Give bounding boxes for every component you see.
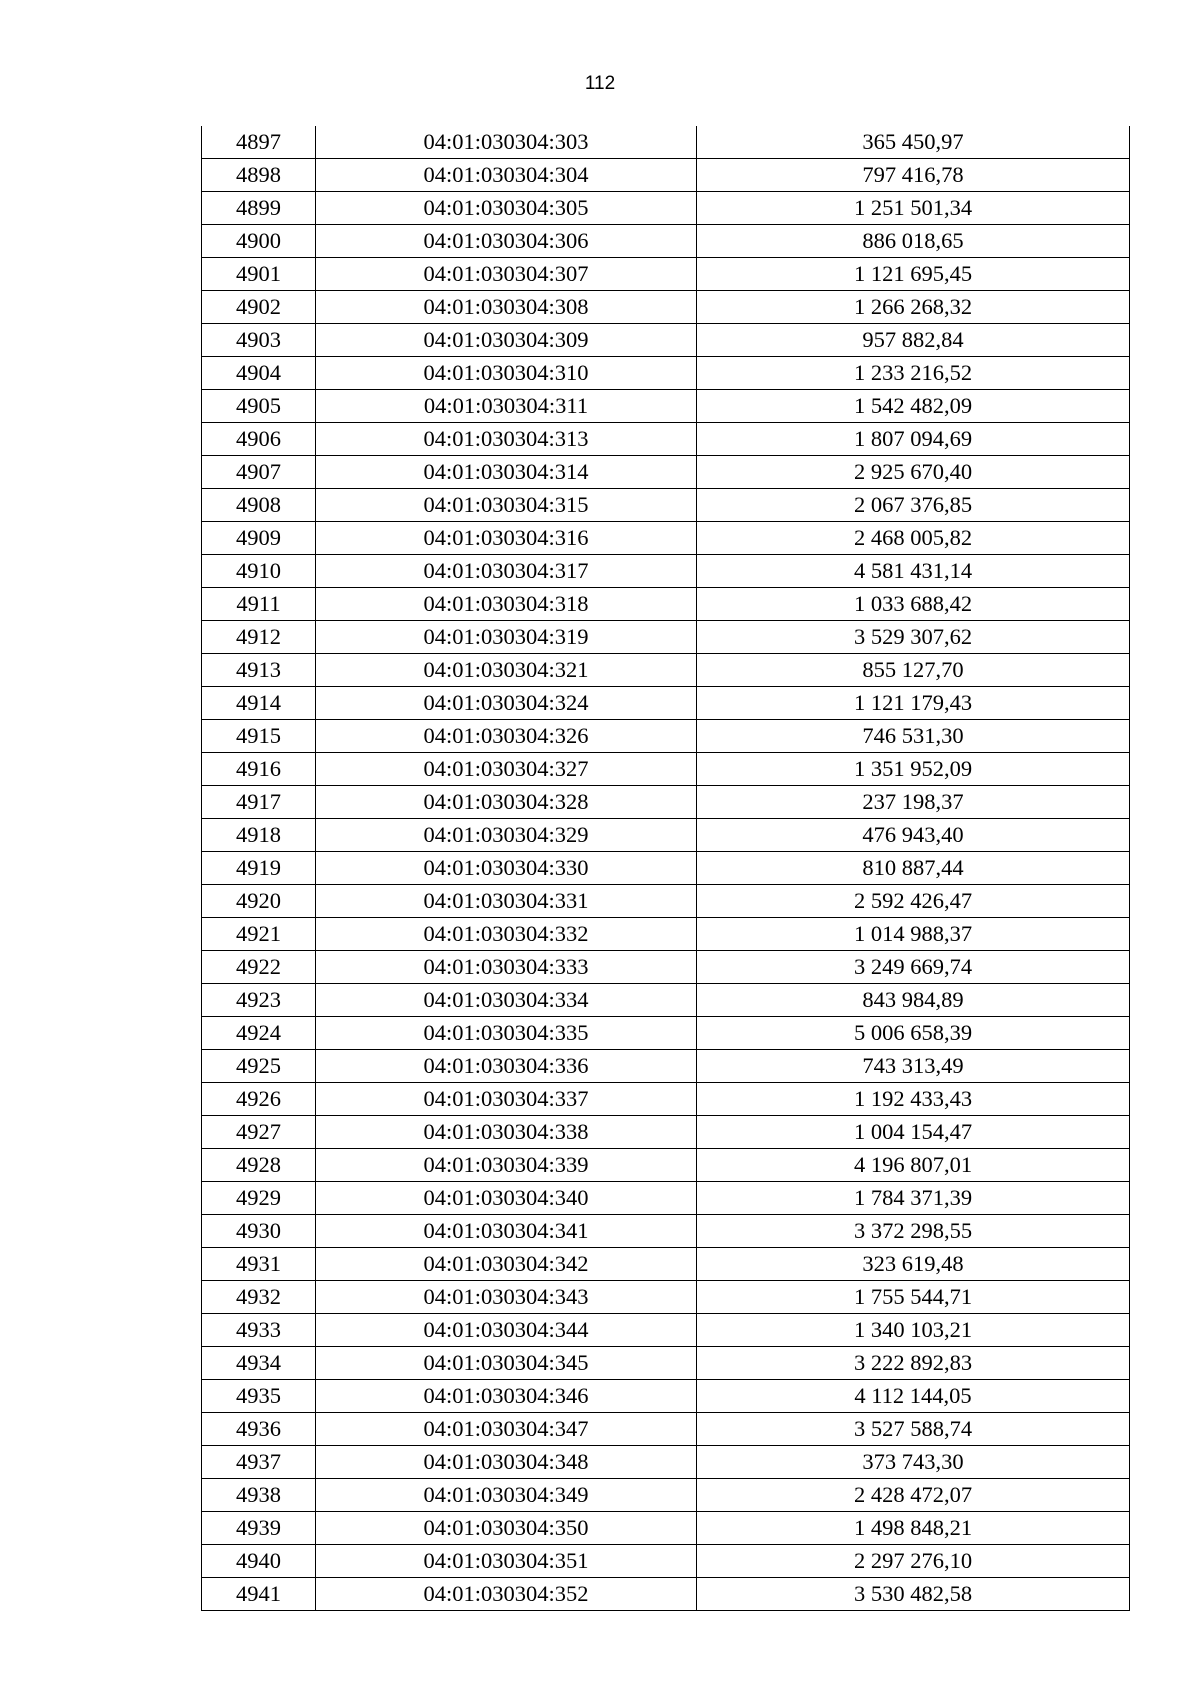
cadastral-value-cell: 1 807 094,69 (697, 423, 1130, 456)
table-row (202, 1578, 1130, 1611)
table-row (202, 1479, 1130, 1512)
cadastral-value-cell: 1 233 216,52 (697, 357, 1130, 390)
cadastral-value-cell: 2 297 276,10 (697, 1545, 1130, 1578)
cadastral-number-cell: 04:01:030304:313 (316, 423, 697, 456)
cadastral-value-cell: 1 121 695,45 (697, 258, 1130, 291)
table-row (202, 1017, 1130, 1050)
table-row (202, 555, 1130, 588)
cadastral-number-cell: 04:01:030304:345 (316, 1347, 697, 1380)
row-number-cell: 4935 (202, 1380, 316, 1413)
cadastral-number-cell: 04:01:030304:348 (316, 1446, 697, 1479)
row-number-cell: 4924 (202, 1017, 316, 1050)
cadastral-value-cell: 957 882,84 (697, 324, 1130, 357)
cadastral-value-cell: 3 527 588,74 (697, 1413, 1130, 1446)
row-number-cell: 4941 (202, 1578, 316, 1611)
cadastral-number-cell: 04:01:030304:336 (316, 1050, 697, 1083)
cadastral-number-cell: 04:01:030304:337 (316, 1083, 697, 1116)
row-number-cell: 4898 (202, 159, 316, 192)
cadastral-value-cell: 1 755 544,71 (697, 1281, 1130, 1314)
row-number-cell: 4922 (202, 951, 316, 984)
row-number-cell: 4921 (202, 918, 316, 951)
cadastral-number-cell: 04:01:030304:315 (316, 489, 697, 522)
table-row (202, 819, 1130, 852)
row-number-cell: 4900 (202, 225, 316, 258)
cadastral-value-cell: 1 121 179,43 (697, 687, 1130, 720)
table-row (202, 1248, 1130, 1281)
cadastral-value-cell: 1 004 154,47 (697, 1116, 1130, 1149)
table-row (202, 456, 1130, 489)
row-number-cell: 4903 (202, 324, 316, 357)
cadastral-number-cell: 04:01:030304:350 (316, 1512, 697, 1545)
row-number-cell: 4901 (202, 258, 316, 291)
cadastral-number-cell: 04:01:030304:319 (316, 621, 697, 654)
row-number-cell: 4905 (202, 390, 316, 423)
table-row (202, 225, 1130, 258)
cadastral-value-cell: 743 313,49 (697, 1050, 1130, 1083)
cadastral-value-cell: 476 943,40 (697, 819, 1130, 852)
row-number-cell: 4910 (202, 555, 316, 588)
table-body (202, 126, 1130, 1611)
cadastral-value-cell: 855 127,70 (697, 654, 1130, 687)
table-row (202, 159, 1130, 192)
cadastral-value-cell: 1 542 482,09 (697, 390, 1130, 423)
row-number-cell: 4904 (202, 357, 316, 390)
row-number-cell: 4938 (202, 1479, 316, 1512)
table-row (202, 720, 1130, 753)
table-row (202, 984, 1130, 1017)
cadastral-number-cell: 04:01:030304:305 (316, 192, 697, 225)
cadastral-number-cell: 04:01:030304:333 (316, 951, 697, 984)
row-number-cell: 4930 (202, 1215, 316, 1248)
table-row (202, 1545, 1130, 1578)
table-row (202, 1050, 1130, 1083)
cadastral-number-cell: 04:01:030304:311 (316, 390, 697, 423)
cadastral-number-cell: 04:01:030304:331 (316, 885, 697, 918)
page-number: 112 (584, 73, 616, 94)
table-row (202, 324, 1130, 357)
cadastral-value-cell: 2 592 426,47 (697, 885, 1130, 918)
cadastral-value-cell: 2 428 472,07 (697, 1479, 1130, 1512)
cadastral-value-cell: 2 468 005,82 (697, 522, 1130, 555)
cadastral-value-cell: 1 784 371,39 (697, 1182, 1130, 1215)
row-number-cell: 4928 (202, 1149, 316, 1182)
row-number-cell: 4929 (202, 1182, 316, 1215)
row-number-cell: 4912 (202, 621, 316, 654)
table-row (202, 621, 1130, 654)
cadastral-number-cell: 04:01:030304:304 (316, 159, 697, 192)
cadastral-number-cell: 04:01:030304:332 (316, 918, 697, 951)
cadastral-number-cell: 04:01:030304:347 (316, 1413, 697, 1446)
row-number-cell: 4920 (202, 885, 316, 918)
table-row (202, 1281, 1130, 1314)
cadastral-number-cell: 04:01:030304:351 (316, 1545, 697, 1578)
row-number-cell: 4931 (202, 1248, 316, 1281)
row-number-cell: 4907 (202, 456, 316, 489)
table-row (202, 951, 1130, 984)
table-row (202, 1083, 1130, 1116)
table-row (202, 489, 1130, 522)
row-number-cell: 4913 (202, 654, 316, 687)
cadastral-number-cell: 04:01:030304:346 (316, 1380, 697, 1413)
cadastral-number-cell: 04:01:030304:352 (316, 1578, 697, 1611)
table-row (202, 753, 1130, 786)
row-number-cell: 4918 (202, 819, 316, 852)
cadastral-value-table (201, 126, 1130, 1611)
table-row (202, 1347, 1130, 1380)
cadastral-number-cell: 04:01:030304:324 (316, 687, 697, 720)
cadastral-value-cell: 886 018,65 (697, 225, 1130, 258)
cadastral-value-cell: 1 014 988,37 (697, 918, 1130, 951)
row-number-cell: 4937 (202, 1446, 316, 1479)
row-number-cell: 4934 (202, 1347, 316, 1380)
cadastral-number-cell: 04:01:030304:330 (316, 852, 697, 885)
table-row (202, 291, 1130, 324)
cadastral-number-cell: 04:01:030304:316 (316, 522, 697, 555)
cadastral-number-cell: 04:01:030304:341 (316, 1215, 697, 1248)
table-row (202, 1149, 1130, 1182)
cadastral-value-cell: 3 530 482,58 (697, 1578, 1130, 1611)
cadastral-value-cell: 3 529 307,62 (697, 621, 1130, 654)
table-row (202, 1413, 1130, 1446)
table-row (202, 258, 1130, 291)
row-number-cell: 4917 (202, 786, 316, 819)
cadastral-number-cell: 04:01:030304:309 (316, 324, 697, 357)
cadastral-number-cell: 04:01:030304:328 (316, 786, 697, 819)
cadastral-value-cell: 373 743,30 (697, 1446, 1130, 1479)
cadastral-number-cell: 04:01:030304:321 (316, 654, 697, 687)
cadastral-value-cell: 810 887,44 (697, 852, 1130, 885)
table-row (202, 1446, 1130, 1479)
cadastral-value-cell: 3 222 892,83 (697, 1347, 1130, 1380)
table-row (202, 1215, 1130, 1248)
table-row (202, 918, 1130, 951)
row-number-cell: 4939 (202, 1512, 316, 1545)
cadastral-number-cell: 04:01:030304:339 (316, 1149, 697, 1182)
row-number-cell: 4897 (202, 126, 316, 159)
cadastral-value-cell: 1 351 952,09 (697, 753, 1130, 786)
cadastral-value-cell: 4 112 144,05 (697, 1380, 1130, 1413)
row-number-cell: 4899 (202, 192, 316, 225)
row-number-cell: 4936 (202, 1413, 316, 1446)
cadastral-value-cell: 746 531,30 (697, 720, 1130, 753)
cadastral-number-cell: 04:01:030304:318 (316, 588, 697, 621)
table-row (202, 786, 1130, 819)
cadastral-value-cell: 323 619,48 (697, 1248, 1130, 1281)
table-row (202, 852, 1130, 885)
cadastral-value-cell: 1 192 433,43 (697, 1083, 1130, 1116)
cadastral-number-cell: 04:01:030304:349 (316, 1479, 697, 1512)
row-number-cell: 4915 (202, 720, 316, 753)
cadastral-value-cell: 2 067 376,85 (697, 489, 1130, 522)
cadastral-number-cell: 04:01:030304:310 (316, 357, 697, 390)
row-number-cell: 4932 (202, 1281, 316, 1314)
row-number-cell: 4914 (202, 687, 316, 720)
cadastral-number-cell: 04:01:030304:327 (316, 753, 697, 786)
cadastral-number-cell: 04:01:030304:317 (316, 555, 697, 588)
table-row (202, 423, 1130, 456)
cadastral-value-cell: 3 372 298,55 (697, 1215, 1130, 1248)
row-number-cell: 4908 (202, 489, 316, 522)
table-row (202, 885, 1130, 918)
row-number-cell: 4925 (202, 1050, 316, 1083)
table-row (202, 390, 1130, 423)
cadastral-number-cell: 04:01:030304:342 (316, 1248, 697, 1281)
row-number-cell: 4923 (202, 984, 316, 1017)
cadastral-value-cell: 1 266 268,32 (697, 291, 1130, 324)
table-row (202, 357, 1130, 390)
cadastral-number-cell: 04:01:030304:306 (316, 225, 697, 258)
row-number-cell: 4906 (202, 423, 316, 456)
table-row (202, 654, 1130, 687)
cadastral-number-cell: 04:01:030304:303 (316, 126, 697, 159)
table-row (202, 687, 1130, 720)
row-number-cell: 4933 (202, 1314, 316, 1347)
table-row (202, 1116, 1130, 1149)
cadastral-number-cell: 04:01:030304:344 (316, 1314, 697, 1347)
cadastral-value-cell: 1 498 848,21 (697, 1512, 1130, 1545)
cadastral-value-cell: 1 251 501,34 (697, 192, 1130, 225)
row-number-cell: 4911 (202, 588, 316, 621)
row-number-cell: 4927 (202, 1116, 316, 1149)
row-number-cell: 4902 (202, 291, 316, 324)
table-row (202, 192, 1130, 225)
table-row (202, 1380, 1130, 1413)
cadastral-value-cell: 4 196 807,01 (697, 1149, 1130, 1182)
cadastral-number-cell: 04:01:030304:308 (316, 291, 697, 324)
cadastral-number-cell: 04:01:030304:326 (316, 720, 697, 753)
cadastral-value-cell: 5 006 658,39 (697, 1017, 1130, 1050)
cadastral-value-cell: 237 198,37 (697, 786, 1130, 819)
cadastral-number-cell: 04:01:030304:307 (316, 258, 697, 291)
cadastral-value-cell: 2 925 670,40 (697, 456, 1130, 489)
cadastral-number-cell: 04:01:030304:314 (316, 456, 697, 489)
cadastral-value-cell: 3 249 669,74 (697, 951, 1130, 984)
cadastral-number-cell: 04:01:030304:334 (316, 984, 697, 1017)
row-number-cell: 4916 (202, 753, 316, 786)
row-number-cell: 4909 (202, 522, 316, 555)
cadastral-value-cell: 843 984,89 (697, 984, 1130, 1017)
cadastral-value-cell: 4 581 431,14 (697, 555, 1130, 588)
table-row (202, 126, 1130, 159)
cadastral-value-cell: 365 450,97 (697, 126, 1130, 159)
cadastral-number-cell: 04:01:030304:335 (316, 1017, 697, 1050)
row-number-cell: 4940 (202, 1545, 316, 1578)
cadastral-value-cell: 1 033 688,42 (697, 588, 1130, 621)
cadastral-number-cell: 04:01:030304:343 (316, 1281, 697, 1314)
row-number-cell: 4919 (202, 852, 316, 885)
table-row (202, 1512, 1130, 1545)
cadastral-number-cell: 04:01:030304:338 (316, 1116, 697, 1149)
cadastral-value-cell: 1 340 103,21 (697, 1314, 1130, 1347)
table-row (202, 1182, 1130, 1215)
row-number-cell: 4926 (202, 1083, 316, 1116)
table-row (202, 522, 1130, 555)
cadastral-number-cell: 04:01:030304:329 (316, 819, 697, 852)
cadastral-number-cell: 04:01:030304:340 (316, 1182, 697, 1215)
table-row (202, 588, 1130, 621)
cadastral-value-cell: 797 416,78 (697, 159, 1130, 192)
table-row (202, 1314, 1130, 1347)
